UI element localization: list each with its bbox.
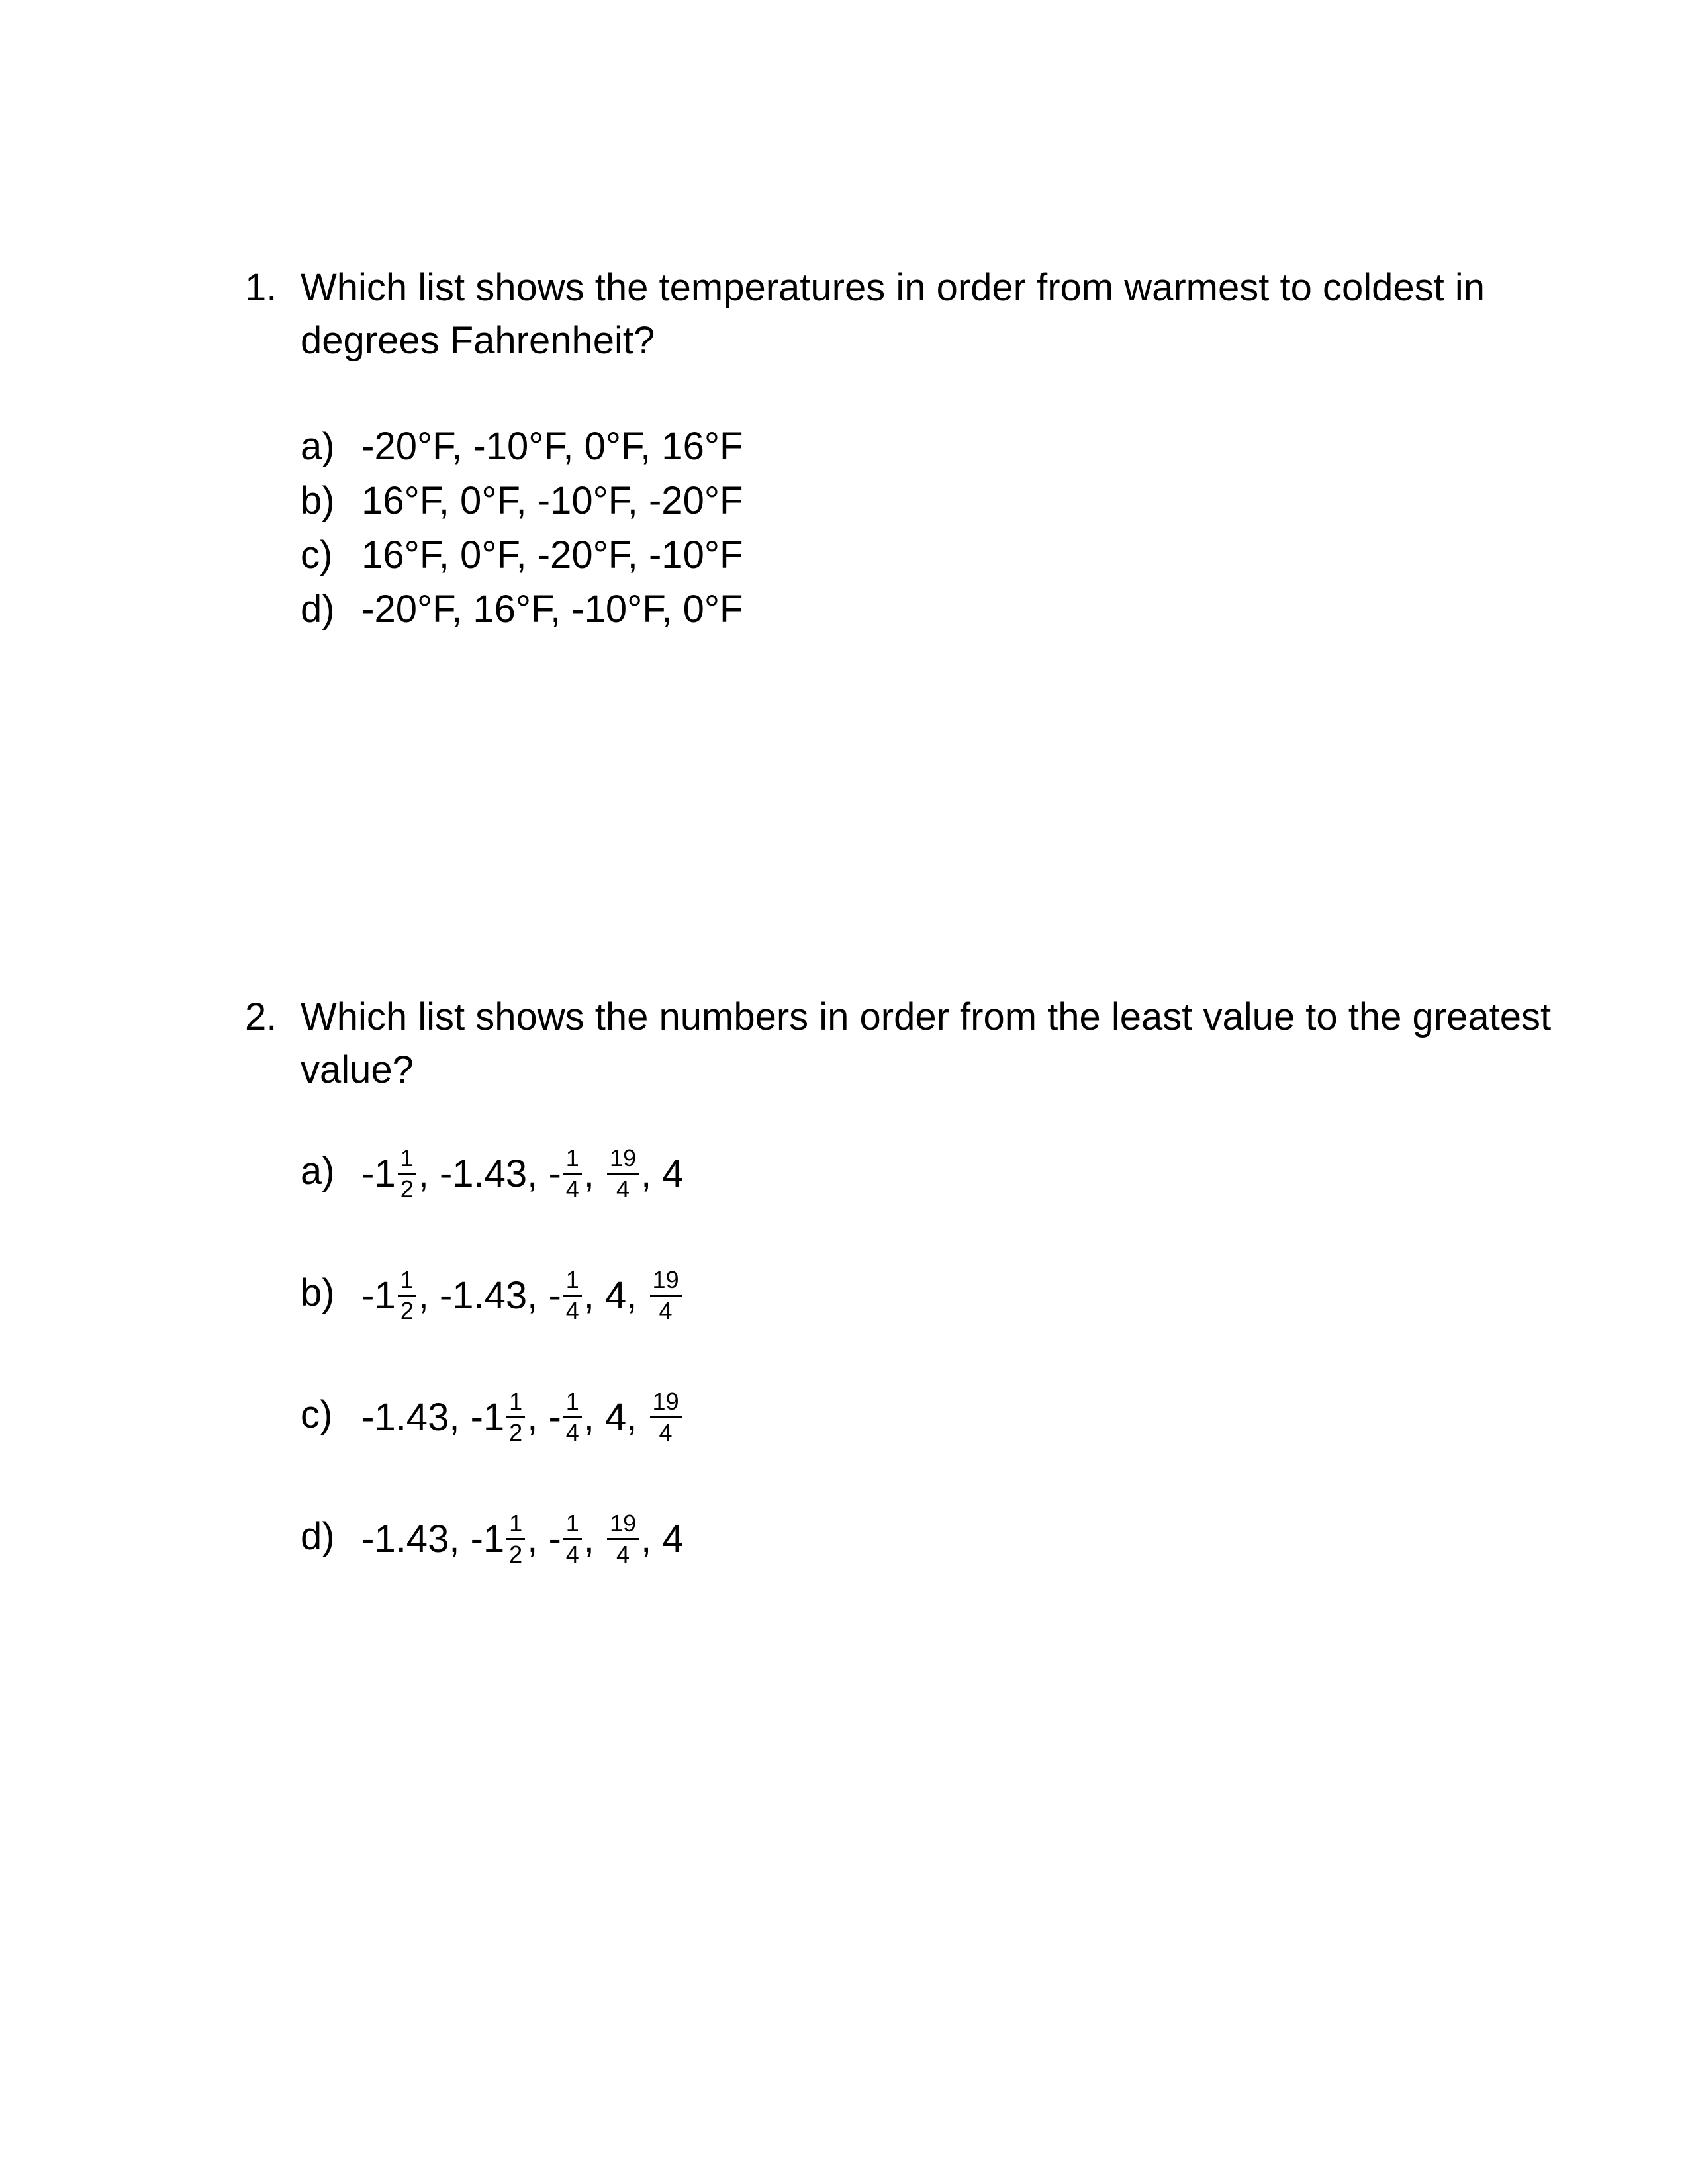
fraction: $\frac{1}{4}$ — [563, 1510, 582, 1568]
decimal-value: -1.43, — [439, 1273, 538, 1317]
question-text-continued: value? — [301, 1048, 414, 1091]
question-number: 2. — [245, 995, 277, 1038]
mixed-fraction: $\frac{1}{2}$ — [398, 1145, 416, 1203]
whole-value: 4, — [605, 1395, 637, 1439]
choice-text: 16°F, 0°F, -10°F, -20°F — [361, 479, 743, 522]
choice-label: d) — [301, 588, 335, 631]
question-text: Which list shows the numbers in order from the least value to the greatest — [301, 995, 1552, 1038]
choice-text: -20°F, -10°F, 0°F, 16°F — [361, 425, 743, 468]
choice-label: a) — [301, 425, 335, 468]
choice-expression: -1.43, -1 $\frac{1}{2}$ , - $\frac{1}{4}$ , $\frac{19}{4}$ , 4 — [361, 1510, 684, 1568]
decimal-value: -1.43, — [361, 1517, 460, 1561]
mixed-whole: -1 — [470, 1517, 505, 1561]
question-text-continued: degrees Fahrenheit? — [301, 319, 655, 362]
mixed-whole: -1 — [470, 1395, 505, 1439]
fraction: $\frac{1}{4}$ — [563, 1267, 582, 1324]
choice-a[interactable] — [301, 1145, 684, 1224]
whole-value: 4 — [662, 1152, 684, 1195]
decimal-value: -1.43, — [439, 1152, 538, 1195]
choice-label: b) — [301, 479, 335, 522]
choice-expression: -1 $\frac{1}{2}$ , -1.43, - $\frac{1}{4}$ , 4, $\frac{19}{4}$ — [361, 1267, 683, 1324]
choice-label: c) — [301, 1392, 333, 1436]
choice-text: 16°F, 0°F, -20°F, -10°F — [361, 533, 743, 576]
mixed-whole: -1 — [361, 1273, 396, 1317]
choice-expression: -1.43, -1 $\frac{1}{2}$ , - $\frac{1}{4}$ , 4, $\frac{19}{4}$ — [361, 1388, 683, 1446]
mixed-fraction: $\frac{1}{2}$ — [506, 1388, 525, 1446]
choice-label: b) — [301, 1271, 335, 1314]
choice-label: a) — [301, 1149, 335, 1193]
fraction: $\frac{19}{4}$ — [650, 1267, 682, 1324]
choice-c[interactable] — [301, 1388, 684, 1468]
fraction: $\frac{19}{4}$ — [650, 1388, 682, 1446]
choice-text: -20°F, 16°F, -10°F, 0°F — [361, 588, 743, 631]
decimal-value: -1.43, — [361, 1395, 460, 1439]
choice-label: c) — [301, 533, 333, 576]
question-text: Which list shows the temperatures in order from warmest to coldest in — [301, 266, 1485, 309]
mixed-fraction: $\frac{1}{2}$ — [398, 1267, 416, 1324]
mixed-fraction: $\frac{1}{2}$ — [506, 1510, 525, 1568]
whole-value: 4, — [605, 1273, 637, 1317]
fraction: $\frac{1}{4}$ — [563, 1145, 582, 1203]
choice-d[interactable] — [301, 1510, 684, 1590]
choice-label: d) — [301, 1514, 335, 1558]
fraction: $\frac{19}{4}$ — [607, 1510, 639, 1568]
mixed-whole: -1 — [361, 1152, 396, 1195]
choice-b[interactable] — [301, 1267, 684, 1346]
fraction: $\frac{1}{4}$ — [563, 1388, 582, 1446]
choice-expression: -1 $\frac{1}{2}$ , -1.43, - $\frac{1}{4}$ , $\frac{19}{4}$ , 4 — [361, 1144, 684, 1203]
whole-value: 4 — [662, 1517, 684, 1561]
question-number: 1. — [245, 266, 277, 309]
fraction: $\frac{19}{4}$ — [607, 1145, 639, 1203]
choice-d[interactable] — [301, 586, 743, 666]
